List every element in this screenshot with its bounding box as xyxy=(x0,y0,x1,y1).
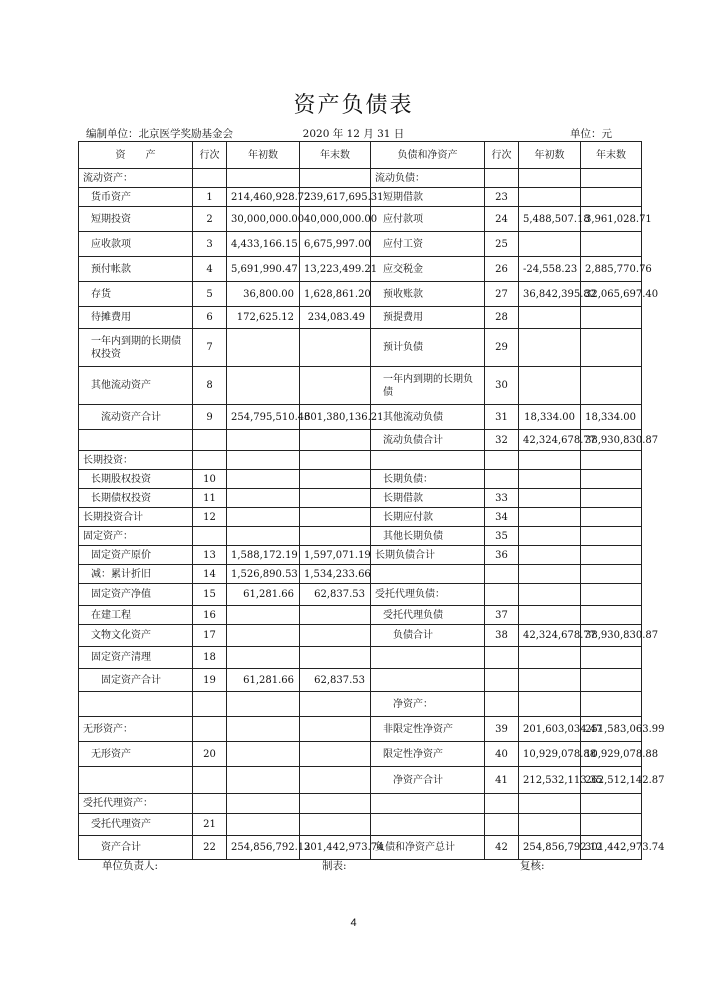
table-cell: 在建工程 xyxy=(79,606,193,625)
table-row xyxy=(79,814,642,836)
table-cell xyxy=(300,508,371,527)
table-cell xyxy=(300,169,371,188)
table-cell xyxy=(227,625,300,647)
table-row xyxy=(79,307,642,329)
table-cell: 32 xyxy=(485,430,519,451)
table-row xyxy=(79,470,642,489)
table-cell xyxy=(227,169,300,188)
table-cell xyxy=(227,794,300,814)
table-row xyxy=(79,836,642,860)
table-cell xyxy=(519,489,581,508)
table-cell xyxy=(300,625,371,647)
table-cell: 固定资产清理 xyxy=(79,647,193,669)
table-cell: 长期借款 xyxy=(371,489,485,508)
table-cell xyxy=(227,717,300,742)
table-row xyxy=(79,565,642,584)
table-cell xyxy=(581,329,642,367)
table-cell: 应收款项 xyxy=(79,232,193,257)
table-cell xyxy=(300,692,371,717)
table-cell xyxy=(371,814,485,836)
table-row xyxy=(79,767,642,794)
table-cell xyxy=(193,794,227,814)
table-cell: 无形资产 xyxy=(79,742,193,767)
table-cell xyxy=(581,794,642,814)
header-closing: 年末数 xyxy=(300,142,371,169)
table-cell: 4,433,166.15 xyxy=(227,232,300,257)
table-cell: 38,930,830.87 xyxy=(581,430,642,451)
table-cell xyxy=(300,647,371,669)
table-cell: 42,324,678.77 xyxy=(519,430,581,451)
table-cell: 固定资产净值 xyxy=(79,584,193,606)
table-row xyxy=(79,647,642,669)
table-cell xyxy=(485,794,519,814)
table-cell xyxy=(300,527,371,546)
table-cell: 3 xyxy=(193,232,227,257)
table-cell: 流动资产合计 xyxy=(79,405,193,430)
table-cell: 28 xyxy=(485,307,519,329)
table-row xyxy=(79,430,642,451)
table-cell: 固定资产合计 xyxy=(79,669,193,692)
table-cell xyxy=(193,527,227,546)
table-cell xyxy=(519,232,581,257)
table-cell: 文物文化资产 xyxy=(79,625,193,647)
table-cell: 26 xyxy=(485,257,519,282)
table-row xyxy=(79,451,642,470)
table-cell xyxy=(581,669,642,692)
table-cell: 36,800.00 xyxy=(227,282,300,307)
table-cell: 29 xyxy=(485,329,519,367)
table-row xyxy=(79,794,642,814)
table-cell xyxy=(193,451,227,470)
table-cell xyxy=(227,329,300,367)
table-cell: 1 xyxy=(193,188,227,207)
table-cell xyxy=(193,169,227,188)
table-row xyxy=(79,669,642,692)
table-cell xyxy=(300,742,371,767)
table-cell: 预付帐款 xyxy=(79,257,193,282)
table-cell: 长期投资： xyxy=(79,451,193,470)
table-cell: 251,583,063.99 xyxy=(581,717,642,742)
table-cell: 36 xyxy=(485,546,519,565)
table-cell: 2 xyxy=(193,207,227,232)
table-cell xyxy=(519,647,581,669)
table-cell xyxy=(581,546,642,565)
table-row xyxy=(79,717,642,742)
table-cell: 12 xyxy=(193,508,227,527)
table-cell: 301,380,136.21 xyxy=(300,405,371,430)
table-cell: 无形资产： xyxy=(79,717,193,742)
table-cell: 一年内到期的长期负债 xyxy=(371,367,485,405)
table-cell: 15 xyxy=(193,584,227,606)
table-cell xyxy=(581,232,642,257)
table-cell: 长期投资合计 xyxy=(79,508,193,527)
table-cell xyxy=(485,565,519,584)
table-cell xyxy=(227,814,300,836)
table-cell xyxy=(227,489,300,508)
header-row-no: 行次 xyxy=(193,142,227,169)
table-cell: 资产合计 xyxy=(79,836,193,860)
table-cell xyxy=(227,527,300,546)
table-cell xyxy=(227,767,300,794)
table-cell: 201,603,034.47 xyxy=(519,717,581,742)
table-row xyxy=(79,405,642,430)
header-row-no-2: 行次 xyxy=(485,142,519,169)
table-cell xyxy=(79,430,193,451)
table-cell: 254,856,792.12 xyxy=(519,836,581,860)
table-cell: 货币资产 xyxy=(79,188,193,207)
table-cell: 1,628,861.20 xyxy=(300,282,371,307)
table-cell xyxy=(519,307,581,329)
table-cell xyxy=(581,451,642,470)
table-cell xyxy=(581,470,642,489)
table-cell xyxy=(485,470,519,489)
table-cell xyxy=(371,669,485,692)
table-cell xyxy=(193,717,227,742)
table-cell xyxy=(227,508,300,527)
table-cell: 9 xyxy=(193,405,227,430)
table-cell: 应交税金 xyxy=(371,257,485,282)
table-cell: 长期负债： xyxy=(371,470,485,489)
table-cell xyxy=(581,606,642,625)
table-cell: 262,512,142.87 xyxy=(581,767,642,794)
table-cell xyxy=(193,430,227,451)
table-cell: 30,000,000.00 xyxy=(227,207,300,232)
table-cell: 20 xyxy=(193,742,227,767)
table-cell: 1,588,172.19 xyxy=(227,546,300,565)
table-cell: 37 xyxy=(485,606,519,625)
table-cell xyxy=(581,367,642,405)
table-cell: 42,324,678.77 xyxy=(519,625,581,647)
table-cell: 301,442,973.74 xyxy=(581,836,642,860)
table-cell: 待摊费用 xyxy=(79,307,193,329)
table-cell: 短期借款 xyxy=(371,188,485,207)
table-cell: 净资产合计 xyxy=(371,767,485,794)
table-row xyxy=(79,169,642,188)
table-cell: 限定性净资产 xyxy=(371,742,485,767)
table-row xyxy=(79,329,642,367)
table-cell xyxy=(519,329,581,367)
table-cell xyxy=(227,430,300,451)
table-cell: 3,961,028.71 xyxy=(581,207,642,232)
table-row xyxy=(79,692,642,717)
table-row xyxy=(79,527,642,546)
table-cell xyxy=(519,367,581,405)
table-cell: 2,885,770.76 xyxy=(581,257,642,282)
table-cell: 6 xyxy=(193,307,227,329)
table-cell xyxy=(227,742,300,767)
table-cell xyxy=(485,692,519,717)
table-cell xyxy=(581,527,642,546)
table-cell xyxy=(519,470,581,489)
table-cell: 负债合计 xyxy=(371,625,485,647)
table-cell xyxy=(581,647,642,669)
table-cell xyxy=(581,307,642,329)
table-cell: 1,526,890.53 xyxy=(227,565,300,584)
table-cell xyxy=(300,367,371,405)
table-cell: 短期投资 xyxy=(79,207,193,232)
table-cell: 22 xyxy=(193,836,227,860)
header-opening-2: 年初数 xyxy=(519,142,581,169)
table-cell: 其他流动资产 xyxy=(79,367,193,405)
table-cell: 其他流动负债 xyxy=(371,405,485,430)
table-cell: 11 xyxy=(193,489,227,508)
responsible-person-label: 单位负责人: xyxy=(102,860,159,872)
table-cell xyxy=(519,692,581,717)
table-cell: 其他长期负债 xyxy=(371,527,485,546)
table-cell: 32,065,697.40 xyxy=(581,282,642,307)
table-cell xyxy=(227,606,300,625)
organization-label: 编制单位：北京医学奖励基金会 xyxy=(86,128,233,140)
table-cell: 239,617,695.31 xyxy=(300,188,371,207)
table-cell xyxy=(371,565,485,584)
table-cell xyxy=(300,489,371,508)
table-cell: 4 xyxy=(193,257,227,282)
table-cell: 负债和净资产总计 xyxy=(371,836,485,860)
table-cell xyxy=(581,692,642,717)
table-cell xyxy=(519,814,581,836)
table-cell: 18 xyxy=(193,647,227,669)
table-row xyxy=(79,232,642,257)
table-cell: 34 xyxy=(485,508,519,527)
table-cell: 40,000,000.00 xyxy=(300,207,371,232)
table-cell: 23 xyxy=(485,188,519,207)
table-cell xyxy=(485,669,519,692)
table-cell xyxy=(519,527,581,546)
table-cell xyxy=(581,188,642,207)
table-cell: 1,534,233.66 xyxy=(300,565,371,584)
table-cell xyxy=(485,814,519,836)
table-cell: 254,856,792.12 xyxy=(227,836,300,860)
table-cell xyxy=(300,814,371,836)
table-cell: 预计负债 xyxy=(371,329,485,367)
table-cell: 36,842,395.82 xyxy=(519,282,581,307)
table-cell: 长期债权投资 xyxy=(79,489,193,508)
table-cell xyxy=(371,647,485,669)
page-number: 4 xyxy=(350,917,357,929)
header-liabilities: 负债和净资产 xyxy=(371,142,485,169)
table-cell xyxy=(581,565,642,584)
table-cell: 62,837.53 xyxy=(300,584,371,606)
table-cell xyxy=(371,451,485,470)
table-cell xyxy=(519,451,581,470)
table-cell: 301,442,973.74 xyxy=(300,836,371,860)
table-cell: 42 xyxy=(485,836,519,860)
prepared-by-label: 制表: xyxy=(322,860,347,872)
table-cell: 41 xyxy=(485,767,519,794)
header-assets: 资 产 xyxy=(79,142,193,169)
table-cell xyxy=(519,565,581,584)
table-cell: 212,532,113.35 xyxy=(519,767,581,794)
table-cell: 172,625.12 xyxy=(227,307,300,329)
table-cell xyxy=(519,606,581,625)
table-row xyxy=(79,625,642,647)
table-cell: 长期负债合计 xyxy=(371,546,485,565)
table-cell: 40 xyxy=(485,742,519,767)
table-cell: 214,460,928.72 xyxy=(227,188,300,207)
table-cell: 减：累计折旧 xyxy=(79,565,193,584)
table-cell: 存货 xyxy=(79,282,193,307)
table-cell: 62,837.53 xyxy=(300,669,371,692)
table-row xyxy=(79,546,642,565)
table-cell xyxy=(519,546,581,565)
table-cell xyxy=(581,584,642,606)
table-cell xyxy=(519,508,581,527)
table-cell: 10,929,078.88 xyxy=(581,742,642,767)
table-cell xyxy=(300,717,371,742)
table-cell: 受托代理负债 xyxy=(371,606,485,625)
table-cell: 净资产： xyxy=(371,692,485,717)
table-cell xyxy=(519,188,581,207)
table-cell: 25 xyxy=(485,232,519,257)
table-cell xyxy=(300,451,371,470)
table-cell: 17 xyxy=(193,625,227,647)
table-cell: 35 xyxy=(485,527,519,546)
table-cell: 受托代理资产： xyxy=(79,794,193,814)
table-cell: 固定资产： xyxy=(79,527,193,546)
currency-unit-label: 单位：元 xyxy=(570,128,612,140)
table-cell: 13,223,499.21 xyxy=(300,257,371,282)
header-opening: 年初数 xyxy=(227,142,300,169)
table-cell xyxy=(300,329,371,367)
table-cell xyxy=(581,814,642,836)
table-cell xyxy=(227,647,300,669)
table-cell xyxy=(227,367,300,405)
table-cell: 10 xyxy=(193,470,227,489)
table-cell xyxy=(485,169,519,188)
table-cell xyxy=(581,508,642,527)
table-cell: 14 xyxy=(193,565,227,584)
table-cell xyxy=(300,794,371,814)
table-cell xyxy=(300,606,371,625)
table-cell: 33 xyxy=(485,489,519,508)
table-cell xyxy=(193,692,227,717)
table-cell: 一年内到期的长期债权投资 xyxy=(79,329,193,367)
table-cell: 受托代理负债： xyxy=(371,584,485,606)
table-row xyxy=(79,584,642,606)
table-row xyxy=(79,282,642,307)
table-row xyxy=(79,606,642,625)
table-cell xyxy=(485,647,519,669)
table-cell: 流动负债： xyxy=(371,169,485,188)
reviewed-by-label: 复核: xyxy=(520,860,545,872)
table-cell: 30 xyxy=(485,367,519,405)
table-cell xyxy=(519,584,581,606)
table-row xyxy=(79,257,642,282)
table-cell: 1,597,071.19 xyxy=(300,546,371,565)
table-cell: 18,334.00 xyxy=(581,405,642,430)
table-cell xyxy=(193,767,227,794)
table-cell xyxy=(227,451,300,470)
header-closing-2: 年末数 xyxy=(581,142,642,169)
table-cell xyxy=(300,767,371,794)
table-cell: 31 xyxy=(485,405,519,430)
table-cell: 长期应付款 xyxy=(371,508,485,527)
table-cell: 受托代理资产 xyxy=(79,814,193,836)
table-cell xyxy=(581,489,642,508)
table-cell xyxy=(519,169,581,188)
table-cell xyxy=(79,767,193,794)
table-cell: 流动资产： xyxy=(79,169,193,188)
table-cell xyxy=(79,692,193,717)
table-cell: 长期股权投资 xyxy=(79,470,193,489)
table-cell xyxy=(300,430,371,451)
table-row xyxy=(79,188,642,207)
table-cell: 38 xyxy=(485,625,519,647)
table-cell: 预收账款 xyxy=(371,282,485,307)
table-cell: 254,795,510.46 xyxy=(227,405,300,430)
table-cell: 24 xyxy=(485,207,519,232)
balance-sheet-table xyxy=(78,141,665,860)
table-row xyxy=(79,489,642,508)
page-title: 资产负债表 xyxy=(293,93,414,118)
table-cell xyxy=(519,669,581,692)
table-cell: 预提费用 xyxy=(371,307,485,329)
table-row xyxy=(79,367,642,405)
table-cell: 应付款项 xyxy=(371,207,485,232)
table-cell: -24,558.23 xyxy=(519,257,581,282)
table-cell: 8 xyxy=(193,367,227,405)
table-row xyxy=(79,207,642,232)
table-cell xyxy=(300,470,371,489)
table-cell: 61,281.66 xyxy=(227,669,300,692)
table-cell: 5,488,507.18 xyxy=(519,207,581,232)
table-cell: 21 xyxy=(193,814,227,836)
table-cell: 18,334.00 xyxy=(519,405,581,430)
table-header-row xyxy=(79,142,642,169)
table-cell: 非限定性净资产 xyxy=(371,717,485,742)
table-cell xyxy=(227,470,300,489)
table-cell: 234,083.49 xyxy=(300,307,371,329)
table-row xyxy=(79,742,642,767)
table-cell xyxy=(371,794,485,814)
table-cell: 39 xyxy=(485,717,519,742)
table-cell: 19 xyxy=(193,669,227,692)
table-cell xyxy=(519,794,581,814)
table-cell: 27 xyxy=(485,282,519,307)
table-cell: 7 xyxy=(193,329,227,367)
table-cell: 16 xyxy=(193,606,227,625)
table-cell xyxy=(485,451,519,470)
table-cell xyxy=(227,692,300,717)
table-cell: 61,281.66 xyxy=(227,584,300,606)
table-cell: 13 xyxy=(193,546,227,565)
table-cell xyxy=(485,584,519,606)
table-cell: 5,691,990.47 xyxy=(227,257,300,282)
table-cell: 10,929,078.88 xyxy=(519,742,581,767)
table-cell: 5 xyxy=(193,282,227,307)
table-cell: 6,675,997.00 xyxy=(300,232,371,257)
table-cell xyxy=(581,169,642,188)
table-cell: 流动负债合计 xyxy=(371,430,485,451)
table-cell: 固定资产原价 xyxy=(79,546,193,565)
table-row xyxy=(79,508,642,527)
table-cell: 38,930,830.87 xyxy=(581,625,642,647)
table-cell: 应付工资 xyxy=(371,232,485,257)
report-date: 2020 年 12 月 31 日 xyxy=(302,128,405,140)
